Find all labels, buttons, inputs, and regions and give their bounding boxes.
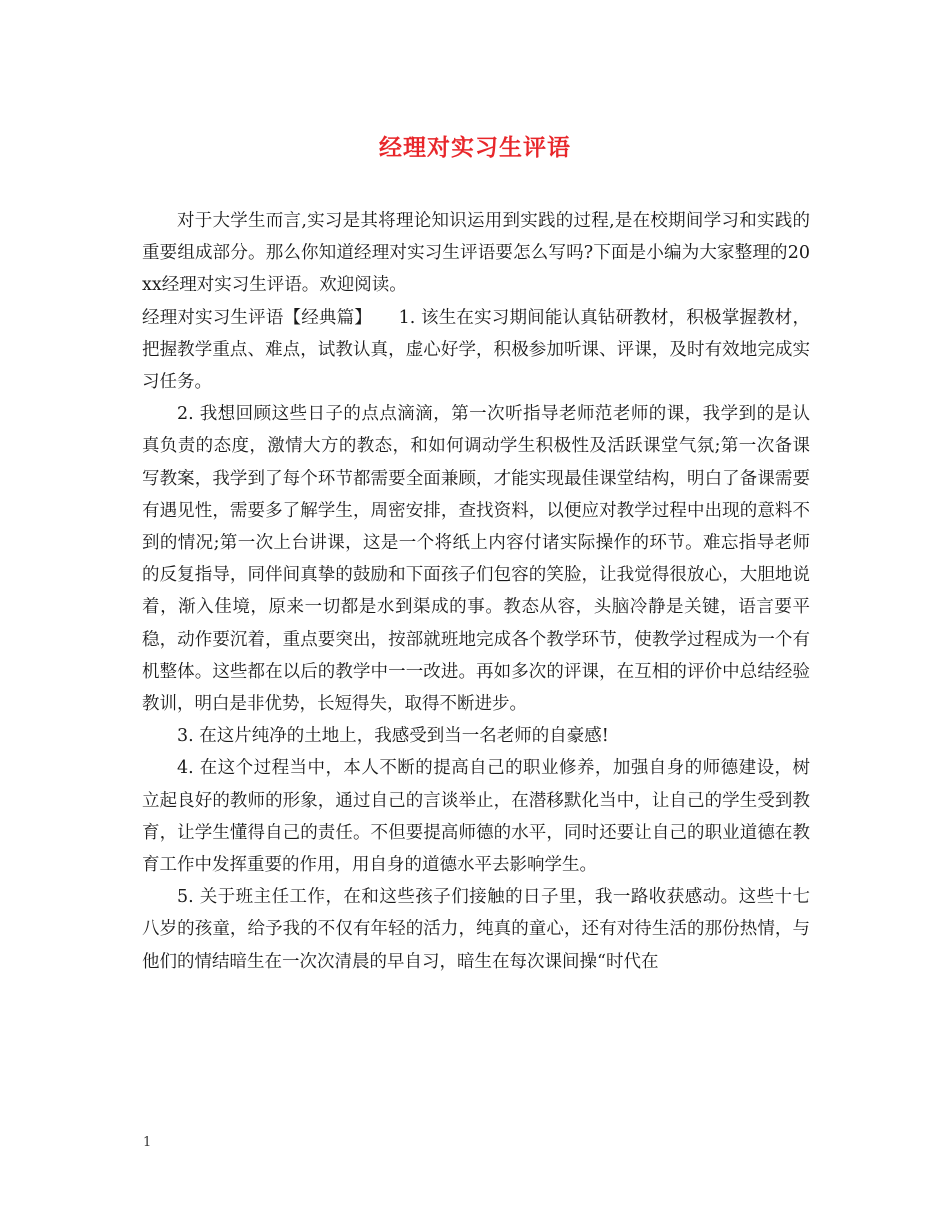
article-body	[142, 205, 810, 978]
paragraph-item-2: 2. 我想回顾这些日子的点点滴滴，第一次听指导老师范老师的课，我学到的是认真负责的态度，激情大方的教态，和如何调动学生积极性及活跃课堂气氛;第一次备课写教案，我学到了每个环节都需要全面兼顾，才能实现最佳课堂结构，明白了备课需要有遇见性，需要多了解学生，周密安排，查找资料，以便应对教学过程中出现的意料不到的情况;第一次上台讲课，这是一个将纸上内容付诸实际操作的环节。难忘指导老师的反复指导，同伴间真挚的鼓励和下面孩子们包容的笑脸，让我觉得很放心，大胆地说着，渐入佳境，原来一切都是水到渠成的事。教态从容，头脑冷静是关键，语言要平稳，动作要沉着，重点要突出，按部就班地完成各个教学环节，使教学过程成为一个有机整体。这些都在以后的教学中一一改进。再如多次的评课，在互相的评价中总结经验教训，明白是非优势，长短得失，取得不断进步。	[142, 404, 810, 715]
paragraph-item-3: 3. 在这片纯净的土地上，我感受到当一名老师的自豪感!	[177, 726, 609, 747]
paragraph-item-5: 5. 关于班主任工作，在和这些孩子们接触的日子里，我一路收获感动。这些十七八岁的孩童，给予我的不仅有年轻的活力，纯真的童心，还有对待生活的那份热情，与他们的情结暗生在一次次清晨的早自习，暗生在每次课间操“时代在	[142, 887, 810, 972]
paragraph-item-4: 4. 在这个过程当中，本人不断的提高自己的职业修养，加强自身的师德建设，树立起良好的教师的形象，通过自己的言谈举止，在潜移默化当中，让自己的学生受到教育，让学生懂得自己的责任。不但要提高师德的水平，同时还要让自己的职业道德在教育工作中发挥重要的作用，用自身的道德水平去影响学生。	[142, 758, 810, 876]
page-number: 1	[143, 1135, 152, 1150]
paragraph-intro: 对于大学生而言,实习是其将理论知识运用到实践的过程,是在校期间学习和实践的重要组成部分。那么你知道经理对实习生评语要怎么写吗?下面是小编为大家整理的20xx经理对实习生评语。欢迎阅读。	[142, 211, 810, 296]
paragraph-item-1: 经理对实习生评语【经典篇】 1. 该生在实习期间能认真钻研教材，积极掌握教材，把握教学重点、难点，试教认真，虚心好学，积极参加听课、评课，及时有效地完成实习任务。	[142, 307, 810, 393]
page-title: 经理对实习生评语	[379, 134, 571, 161]
